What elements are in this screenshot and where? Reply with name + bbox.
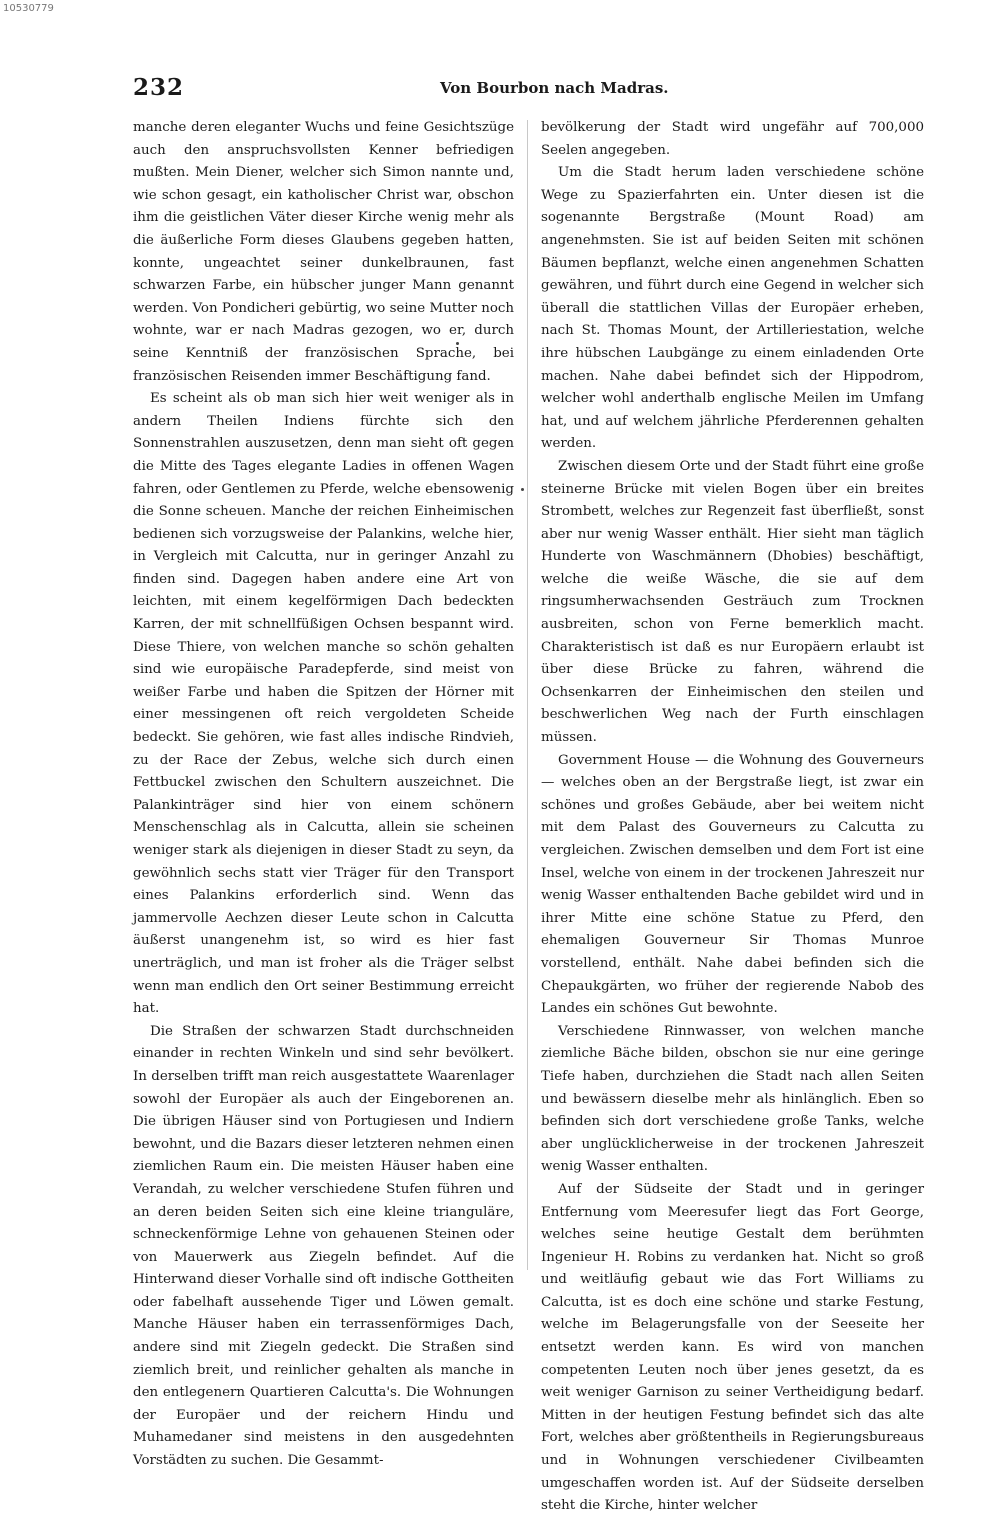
paragraph: Die Straßen der schwarzen Stadt durchschneiden einander in rechten Winkeln und sind sehr bevölkert. In derselben trifft man reich ausgestattete Waarenlager sowohl der Europäer als auch der Eingeborenen an. Die übrigen Häuser sind von Portugiesen und Indiern bewohnt, und die Bazars dieser letzteren nehmen einen ziemlichen Raum ein. Die meisten Häuser haben eine Verandah, zu welcher verschiedene Stufen führen und an deren beiden Seiten sich eine kleine trianguläre, schneckenförmige Lehne von gehauenen Steinen oder von Mauerwerk aus Ziegeln befindet. Auf die Hinterwand dieser Vorhalle sind oft indische Gottheiten oder fabelhaft aussehende Tiger und Löwen gemalt. Manche Häuser haben ein terrassenförmiges Dach, andere sind mit Ziegeln gedeckt. Die Straßen sind ziemlich breit, und reinlicher gehalten als manche in den entlegenern Quartieren Calcutta's. Die Wohnungen der Europäer und der reichern Hindu und Muhamedaner sind meistens in den ausgedehnten Vorstädten zu suchen. Die Gesammt- [133,1023,514,1469]
paragraph: Zwischen diesem Orte und der Stadt führt eine große steinerne Brücke mit vielen Bogen über ein breites Strombett, welches zur Regenzeit fast überfließt, sonst aber nur wenig Wasser enthält. Hier sieht man täglich Hunderte von Waschmännern (Dhobies) beschäftigt, welche die weiße Wäsche, die sie auf dem ringsumherwachsenden Gesträuch zum Trocknen ausbreiten, schon von Ferne bemerklich macht. Charakteristisch ist daß es nur Europäern erlaubt ist über diese Brücke zu fahren, während die Ochsenkarren der Einheimischen den steilen und beschwerlichen Weg nach der Furth einschlagen müssen. [541,458,924,746]
running-title: Von Bourbon nach Madras. [440,79,669,97]
paragraph: bevölkerung der Stadt wird ungefähr auf 700,000 Seelen angegeben. [541,120,924,158]
right-text-column [541,117,924,1518]
column-divider [527,120,528,1270]
paragraph: Um die Stadt herum laden verschiedene schöne Wege zu Spazierfahrten ein. Unter diesen ist die sogenannte Bergstraße (Mount Road) am angenehmsten. Sie ist auf beiden Seiten mit schönen Bäumen bepflanzt, welche einen angenehmen Schatten gewähren, und führt durch eine Gegend in welcher sich überall die stattlichen Villas der Europäer erheben, nach St. Thomas Mount, der Artilleriestation, welche ihre hübschen Laubgänge zu einem einladenden Orte machen. Nahe dabei befindet sich der Hippodrom, welcher wohl anderthalb englische Meilen im Umfang hat, und auf welchem jährliche Pferderennen gehalten werden. [541,165,924,452]
paragraph: Auf der Südseite der Stadt und in geringer Entfernung vom Meeresufer liegt das Fort George, welches seine heutige Gestalt dem berühmten Ingenieur H. Robins zu verdanken hat. Nicht so groß und weitläufig gebaut wie das Fort Williams zu Calcutta, ist es doch eine schöne und starke Festung, welche im Belagerungsfalle von der Seeseite her entsetzt werden kann. Es wird von manchen competenten Leuten noch über jenes gesetzt, da es weit weniger Garnison zu seiner Vertheidigung bedarf. Mitten in der heutigen Festung befindet sich das alte Fort, welches aber größtentheils in Regierungsbureaus und in Wohnungen verschiedener Civilbeamten umgeschaffen worden ist. Auf der Südseite derselben steht die Kirche, hinter welcher [541,1181,924,1514]
paragraph: Es scheint als ob man sich hier weit weniger als in andern Theilen Indiens fürchte sich den Sonnenstrahlen auszusetzen, denn man sieht oft gegen die Mitte des Tages elegante Ladies in offenen Wagen fahren, oder Gentlemen zu Pferde, welche ebensowenig die Sonne scheuen. Manche der reichen Einheimischen bedienen sich vorzugsweise der Palankins, welche hier, in Vergleich mit Calcutta, nur in geringer Anzahl zu finden sind. Dagegen haben andere eine Art von leichten, mit einem kegelförmigen Dach bedeckten Karren, der mit schnellfüßigen Ochsen bespannt wird. Diese Thiere, von welchen manche so schön gehalten sind wie europäische Paradepferde, sind meist von weißer Farbe und haben die Spitzen der Hörner mit einer messingenen oft reich vergoldeten Scheide bedeckt. Sie gehören, wie fast alles indische Rindvieh, zu der Race der Zebus, welche sich durch einen Fettbuckel zwischen den Schultern auszeichnet. Die Palankinträger sind hier von einem schönern Menschenschlag als in Calcutta, allein sie scheinen weniger stark als diejenigen in dieser Stadt zu seyn, da gewöhnlich sechs statt vier Träger für den Transport eines Palankins erforderlich sind. Wenn das jammervolle Aechzen dieser Leute schon in Calcutta äußerst unangenehm ist, so wird es hier fast unerträglich, und man ist froher als die Träger selbst wenn man endlich den Ort seiner Bestimmung erreicht hat. [133,391,514,1017]
print-speck [456,342,459,345]
paragraph: manche deren eleganter Wuchs und feine Gesichtszüge auch den anspruchsvollsten Kenner befriedigen mußten. Mein Diener, welcher sich Simon nannte und, wie schon gesagt, ein katholischer Christ war, obschon ihm die geistlichen Väter dieser Kirche wenig mehr als die äußerliche Form dieses Glaubens gegeben hatten, konnte, ungeachtet seiner dunkelbraunen, fast schwarzen Farbe, ein hübscher junger Mann genannt werden. Von Pondicheri gebürtig, wo seine Mutter noch wohnte, war er nach Madras gezogen, wo er, durch seine Kenntniß der französischen Sprache, bei französischen Reisenden immer Beschäftigung fand. [133,120,514,384]
paragraph: Verschiedene Rinnwasser, von welchen manche ziemliche Bäche bilden, obschon sie nur eine geringe Tiefe haben, durchziehen die Stadt nach allen Seiten und bewässern dieselbe mehr als hinlänglich. Eben so befinden sich dort verschiedene große Tanks, welche aber unglücklicherweise in der trockenen Jahreszeit wenig Wasser enthalten. [541,1023,924,1175]
page-number: 232 [133,74,185,101]
print-speck [521,488,524,491]
scan-id-label: 10530779 [3,3,54,14]
left-text-column [133,117,514,1473]
paragraph: Government House — die Wohnung des Gouverneurs — welches oben an der Bergstraße liegt, ist zwar ein schönes und großes Gebäude, aber bei weitem nicht mit dem Palast des Gouverneurs zu Calcutta zu vergleichen. Zwischen demselben und dem Fort ist eine Insel, welche von einem in der trockenen Jahreszeit nur wenig Wasser enthaltenden Bache gebildet wird und in ihrer Mitte eine schöne Statue zu Pferd, den ehemaligen Gouverneur Sir Thomas Munroe vorstellend, enthält. Nahe dabei befinden sich die Chepaukgärten, wo früher der regierende Nabob des Landes ein schönes Gut bewohnte. [541,752,924,1017]
